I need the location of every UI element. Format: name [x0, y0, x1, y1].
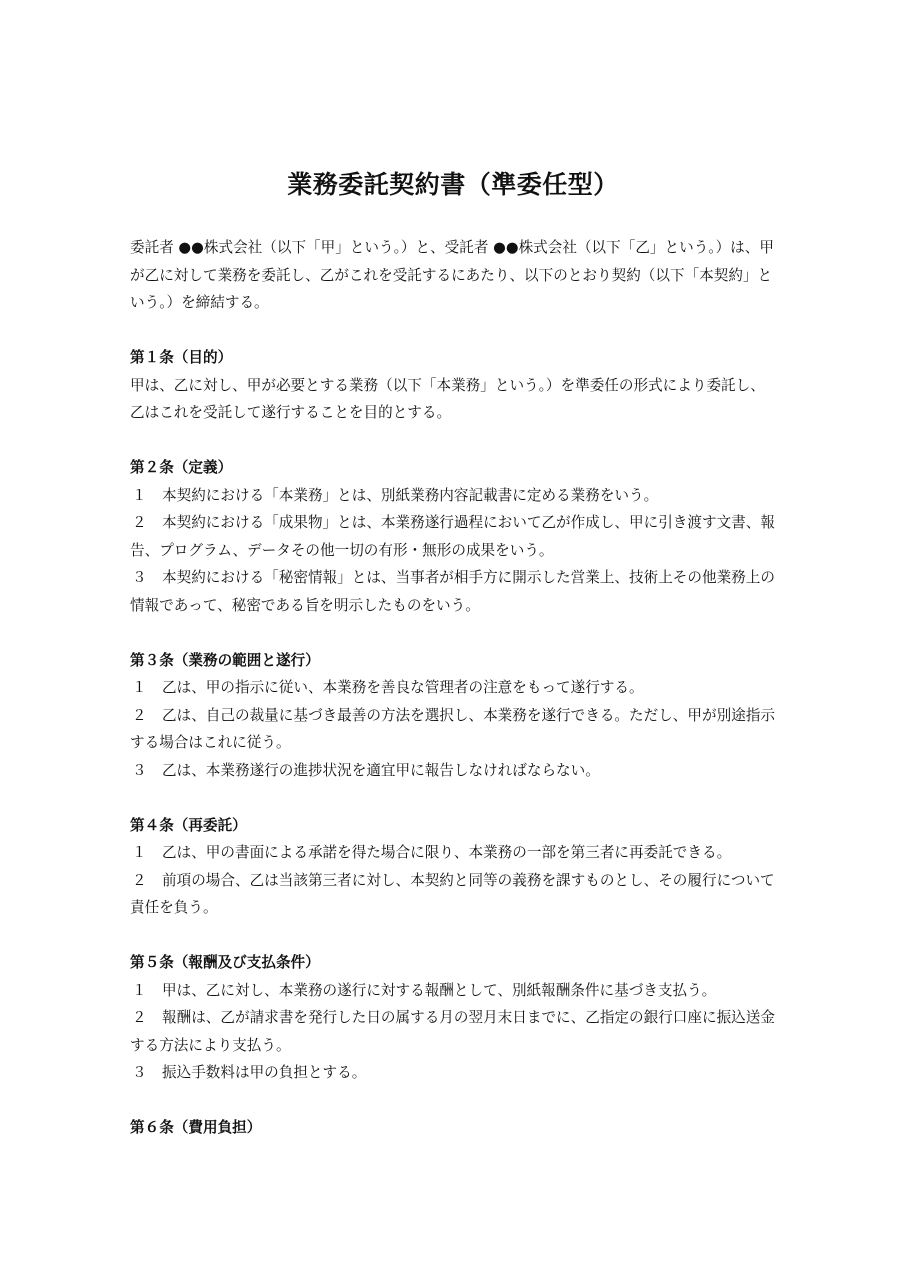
article-4 — [130, 812, 776, 922]
article-title: 第１条（目的） — [130, 349, 233, 366]
clause — [130, 867, 776, 922]
clause — [130, 564, 776, 619]
clause — [130, 839, 776, 867]
article-2 — [130, 454, 776, 619]
clause-number: ２ — [132, 1009, 147, 1026]
clause — [130, 1059, 776, 1087]
clause-number: ２ — [132, 706, 147, 724]
article-body: 甲は、乙に対し、甲が必要とする業務（以下「本業務」という。）を準委任の形式により委託し、乙はこれを受託して遂行することを目的とする。 — [130, 376, 765, 421]
article-title: 第４条（再委託） — [130, 816, 247, 834]
clause-number: １ — [132, 486, 147, 504]
article-6 — [130, 1114, 776, 1142]
clause-text: 報酬は、乙が請求書を発行した日の属する月の翌月末日までに、乙指定の銀行口座に振込送金する方法により支払う。 — [130, 1009, 775, 1054]
clause-number: １ — [132, 844, 147, 861]
clause-number: １ — [132, 679, 147, 696]
article-title: 第６条（費用負担） — [130, 1119, 262, 1136]
clause-text: 乙は、自己の裁量に基づき最善の方法を選択し、本業務を遂行できる。ただし、甲が別途指示する場合はこれに従う。 — [130, 706, 775, 751]
clause — [130, 674, 776, 702]
article-title: 第５条（報酬及び支払条件） — [130, 954, 320, 971]
clause-number: ２ — [132, 514, 147, 531]
clause-text: 乙は、甲の指示に従い、本業務を善良な管理者の注意をもって遂行する。 — [162, 679, 644, 696]
article-3 — [130, 647, 776, 785]
clause-number: １ — [132, 981, 147, 999]
document-title: 業務委託契約書（準委任型） — [287, 170, 619, 199]
article-title: 第２条（定義） — [130, 459, 233, 476]
clause-text: 乙は、甲の書面による承諾を得た場合に限り、本業務の一部を第三者に再委託できる。 — [162, 844, 732, 861]
article-1 — [130, 344, 776, 427]
preamble: 委託者 ●●株式会社（以下「甲」という。）と、受託者 ●●株式会社（以下「乙」という。）は、甲が乙に対して業務を委託し、乙がこれを受託するにあたり、以下のとおり契約（以下「本契約」という。）を締結する。 — [130, 239, 774, 311]
contract-page — [130, 158, 776, 1169]
article-5 — [130, 949, 776, 1087]
clause — [130, 1004, 776, 1059]
clause — [130, 702, 776, 757]
clause — [130, 482, 776, 510]
clause-number: ３ — [132, 761, 147, 779]
clause — [130, 757, 776, 785]
clause — [130, 509, 776, 564]
clause-text: 本契約における「成果物」とは、本業務遂行過程において乙が作成し、甲に引き渡す文書、報告、プログラム、データその他一切の有形・無形の成果をいう。 — [130, 514, 775, 559]
article-title: 第３条（業務の範囲と遂行） — [130, 651, 320, 669]
clause-text: 前項の場合、乙は当該第三者に対し、本契約と同等の義務を課すものとし、その履行について責任を負う。 — [130, 871, 775, 916]
clause-number: ３ — [132, 1064, 147, 1081]
clause-text: 本契約における「秘密情報」とは、当事者が相手方に開示した営業上、技術上その他業務上の情報であって、秘密である旨を明示したものをいう。 — [130, 569, 775, 614]
clause-text: 乙は、本業務遂行の進捗状況を適宜甲に報告しなければならない。 — [162, 761, 600, 779]
clause-number: ３ — [132, 569, 147, 586]
clause-text: 甲は、乙に対し、本業務の遂行に対する報酬として、別紙報酬条件に基づき支払う。 — [162, 981, 717, 999]
clause-number: ２ — [132, 871, 147, 889]
clause-text: 振込手数料は甲の負担とする。 — [162, 1064, 367, 1081]
clause-text: 本契約における「本業務」とは、別紙業務内容記載書に定める業務をいう。 — [162, 486, 659, 504]
clause — [130, 977, 776, 1005]
